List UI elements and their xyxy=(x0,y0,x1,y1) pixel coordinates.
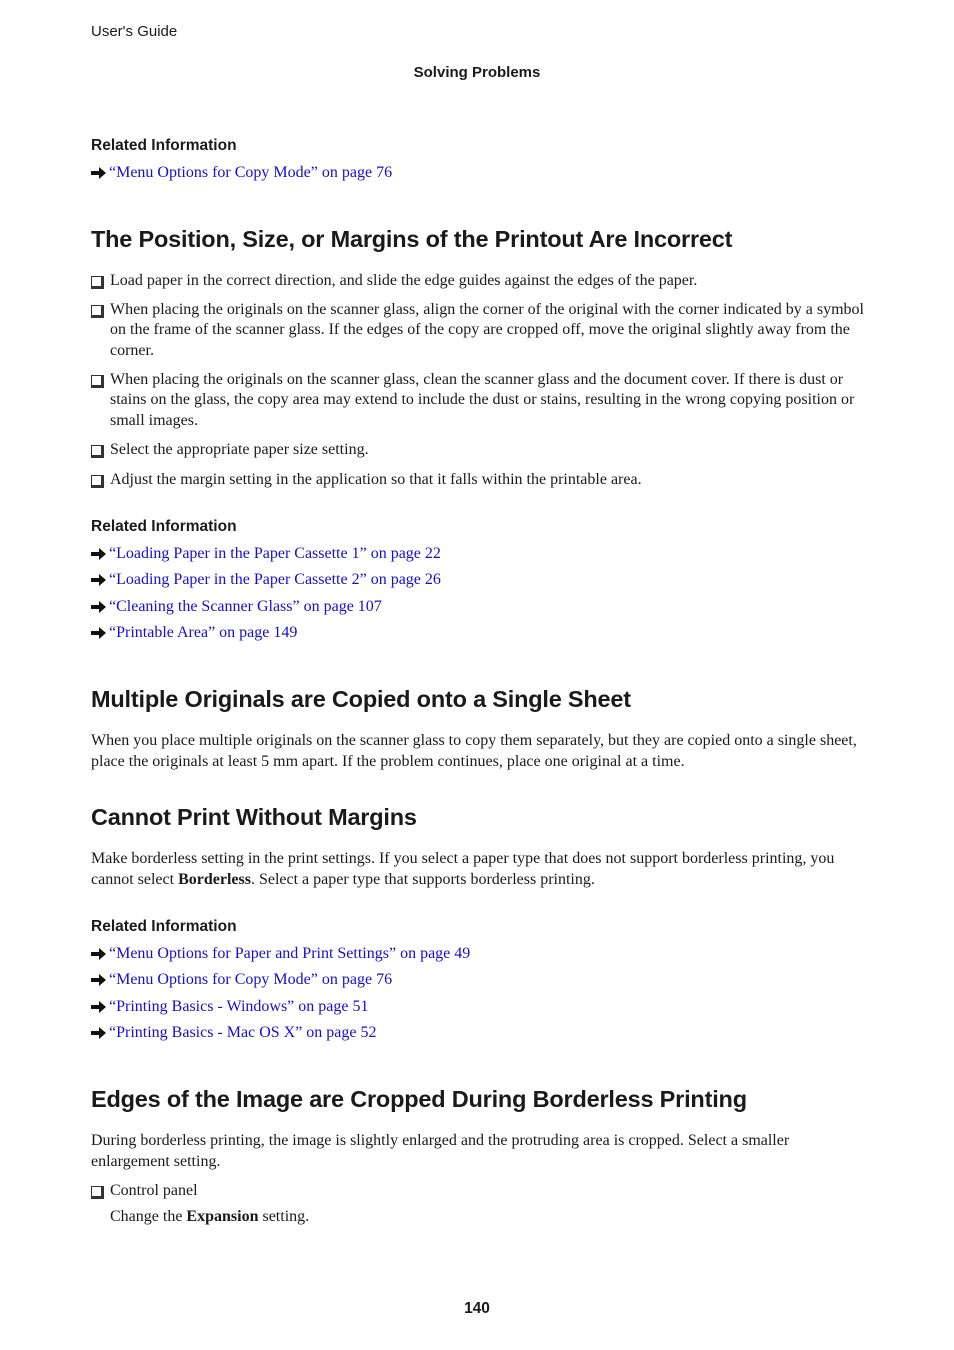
related-link[interactable] xyxy=(91,598,382,616)
paragraph: When you place multiple originals on the scanner glass to copy them separately, but they are copied onto a single sheet, place the originals at least 5 mm apart. If the problem continues, place one original at a time. xyxy=(91,732,857,770)
paragraph-text: setting. xyxy=(258,1208,310,1225)
bullet-item xyxy=(91,271,866,291)
heading-cannot-print-without-margins: Cannot Print Without Margins xyxy=(91,804,417,830)
document-title: User's Guide xyxy=(91,23,178,40)
related-link[interactable] xyxy=(91,571,441,589)
link-text[interactable]: “Printing Basics - Windows” on page 51 xyxy=(109,998,369,1015)
link-text[interactable]: “Loading Paper in the Paper Cassette 1” on page 22 xyxy=(109,545,441,562)
bullet-text: Select the appropriate paper size setting. xyxy=(110,441,369,458)
heading-multiple-originals: Multiple Originals are Copied onto a Single Sheet xyxy=(91,686,631,712)
paragraph: During borderless printing, the image is slightly enlarged and the protruding area is cropped. Select a smaller enlargement setting. xyxy=(91,1132,790,1170)
bullet-text: Control panel xyxy=(110,1182,198,1199)
arrow-right-icon xyxy=(91,1027,106,1039)
related-information-label: Related Information xyxy=(91,137,237,154)
related-link[interactable] xyxy=(91,545,441,563)
ui-term-borderless: Borderless xyxy=(178,870,251,888)
checkbox-bullet-icon xyxy=(91,440,110,460)
bullet-item xyxy=(91,440,866,460)
related-link[interactable] xyxy=(91,1024,377,1042)
link-text[interactable]: “Menu Options for Copy Mode” on page 76 xyxy=(109,971,393,988)
paragraph xyxy=(91,849,861,890)
bullet-text: Adjust the margin setting in the application so that it falls within the printable area. xyxy=(110,471,642,488)
arrow-right-icon xyxy=(91,548,106,560)
arrow-right-icon xyxy=(91,1001,106,1013)
arrow-right-icon xyxy=(91,574,106,586)
checkbox-bullet-icon xyxy=(91,470,110,490)
heading-edges-cropped: Edges of the Image are Cropped During Borderless Printing xyxy=(91,1086,747,1112)
related-information-label: Related Information xyxy=(91,518,237,535)
related-link[interactable] xyxy=(91,945,470,963)
heading-position-size-margins: The Position, Size, or Margins of the Printout Are Incorrect xyxy=(91,226,733,252)
link-text[interactable]: “Menu Options for Paper and Print Settings” on page 49 xyxy=(109,945,471,962)
bullet-item xyxy=(91,1181,866,1201)
sub-paragraph xyxy=(110,1207,880,1228)
checkbox-bullet-icon xyxy=(91,1181,110,1201)
arrow-right-icon xyxy=(91,627,106,639)
link-text[interactable]: “Menu Options for Copy Mode” on page 76 xyxy=(109,164,393,181)
paragraph-text: Make borderless setting in the print settings. If you select a paper type that does not support borderless printing, you cannot select xyxy=(91,850,835,888)
link-text[interactable]: “Loading Paper in the Paper Cassette 2” on page 26 xyxy=(109,571,441,588)
bullet-item xyxy=(91,300,866,361)
related-link[interactable] xyxy=(91,998,368,1016)
checkbox-bullet-icon xyxy=(91,370,110,431)
related-link[interactable] xyxy=(91,971,392,989)
bullet-text: When placing the originals on the scanner glass, clean the scanner glass and the document cover. If there is dust or stains on the glass, the copy area may extend to include the dust or stains, resulting in the wrong copying position or small images. xyxy=(110,371,855,429)
ui-term-expansion: Expansion xyxy=(186,1208,259,1225)
bullet-text: When placing the originals on the scanner glass, align the corner of the original with the corner indicated by a symbol on the frame of the scanner glass. If the edges of the copy are cropped off, move the original slightly away from the corner. xyxy=(110,301,864,359)
link-text[interactable]: “Printing Basics - Mac OS X” on page 52 xyxy=(109,1024,377,1041)
related-information-label: Related Information xyxy=(91,918,237,935)
paragraph-text: . Select a paper type that supports borderless printing. xyxy=(250,870,595,888)
checkbox-bullet-icon xyxy=(91,271,110,291)
arrow-right-icon xyxy=(91,948,106,960)
bullet-item xyxy=(91,470,866,490)
link-text[interactable]: “Cleaning the Scanner Glass” on page 107 xyxy=(109,598,382,615)
arrow-right-icon xyxy=(91,601,106,613)
page-number: 140 xyxy=(464,1300,490,1317)
bullet-text: Load paper in the correct direction, and slide the edge guides against the edges of the paper. xyxy=(110,272,698,289)
paragraph-text: Change the xyxy=(110,1208,187,1225)
link-text[interactable]: “Printable Area” on page 149 xyxy=(109,624,298,641)
arrow-right-icon xyxy=(91,974,106,986)
arrow-right-icon xyxy=(91,167,106,179)
related-link[interactable] xyxy=(91,164,392,182)
checkbox-bullet-icon xyxy=(91,300,110,361)
bullet-item xyxy=(91,370,866,431)
related-link[interactable] xyxy=(91,624,297,642)
section-title: Solving Problems xyxy=(413,64,541,81)
